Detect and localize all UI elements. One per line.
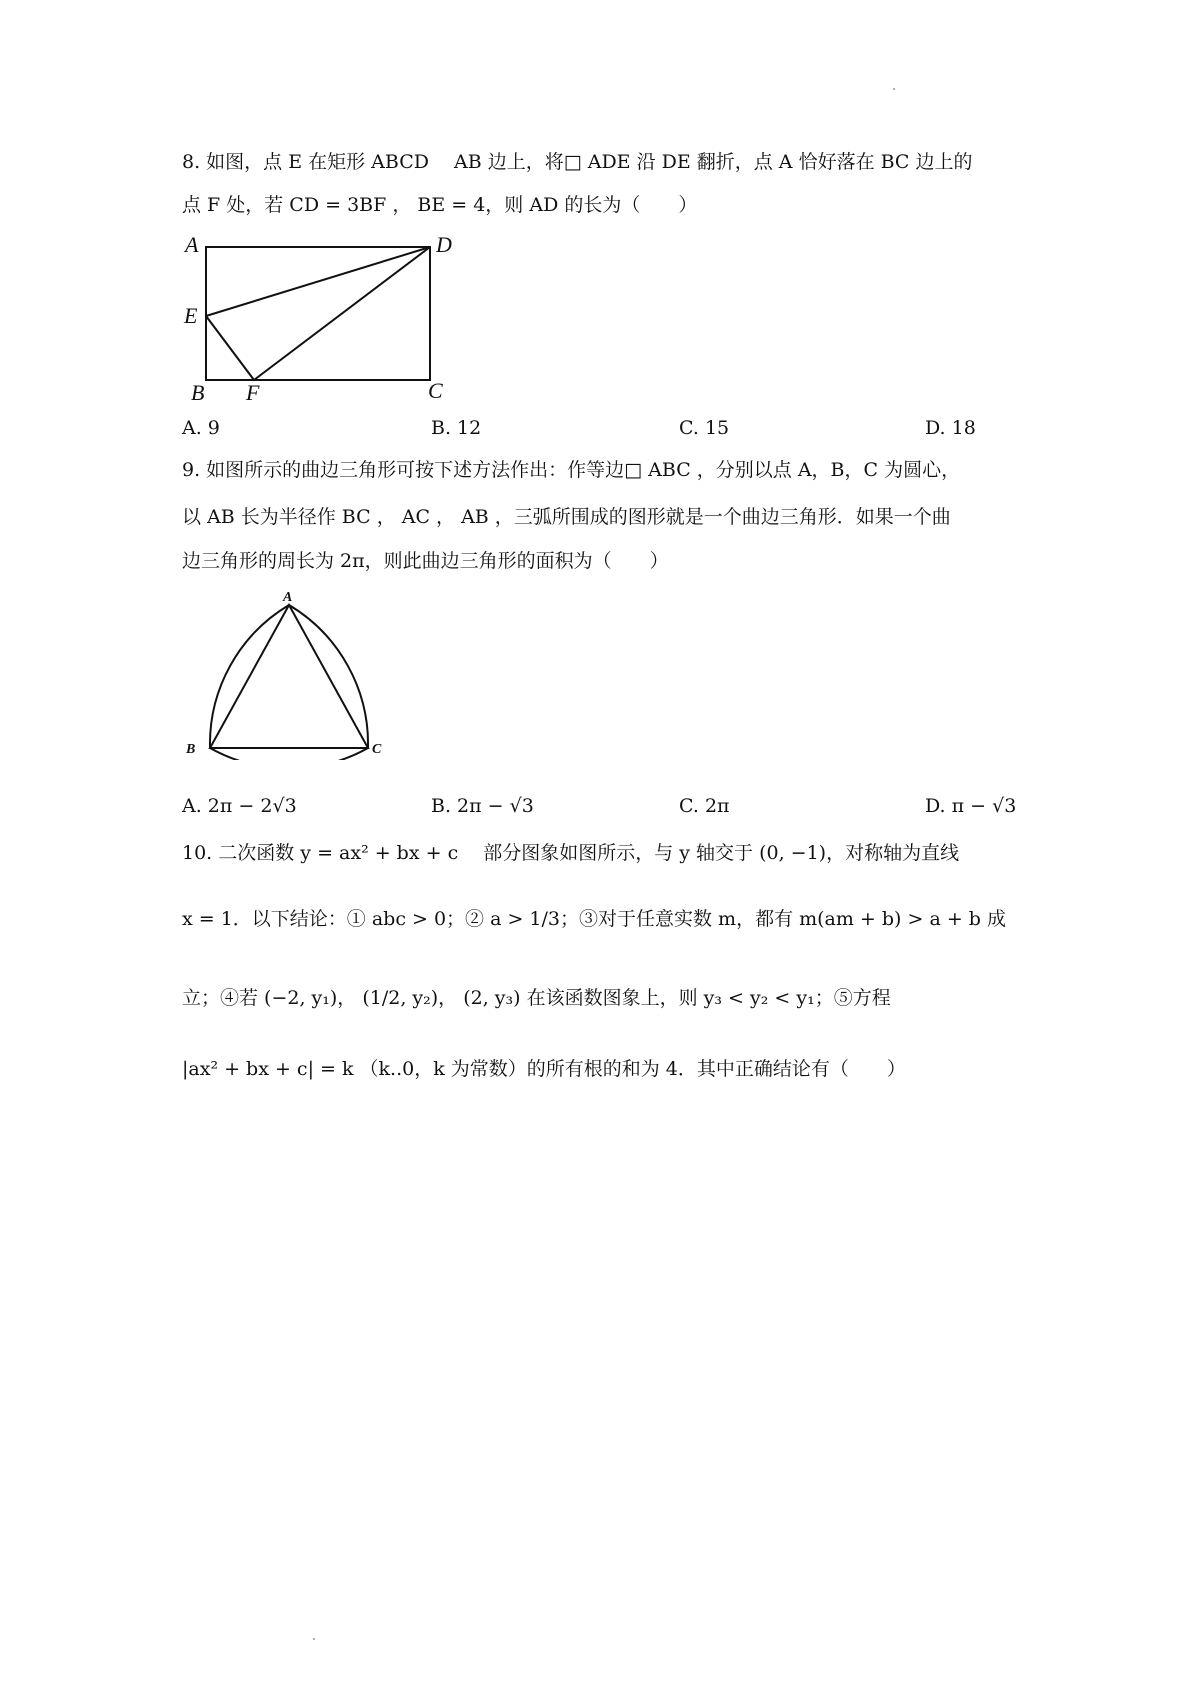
label-d: D bbox=[436, 232, 452, 257]
q9-text-line3: 边三角形的周长为 2π，则此曲边三角形的面积为（ ） bbox=[182, 550, 669, 572]
label-c: C bbox=[428, 378, 443, 403]
q9-text-line2: 以 AB 长为半径作 BC ， AC ， AB ，三弧所围成的图形就是一个曲边三角形．如果一个曲 bbox=[182, 506, 951, 528]
label-f: F bbox=[246, 380, 260, 405]
q8-option-b: B. 12 bbox=[431, 417, 482, 439]
q10-text-line3: 立；④若 (−2, y₁)， (1/2, y₂)， (2, y₃) 在该函数图象上，则 y₃ < y₂ < y₁；⑤方程 bbox=[182, 987, 891, 1009]
arc-bc bbox=[210, 748, 368, 760]
scan-speck bbox=[893, 88, 895, 90]
q9-option-a: A. 2π − 2√3 bbox=[182, 795, 297, 817]
q8-text-line2: 点 F 处，若 CD = 3BF ， BE = 4，则 AD 的长为（ ） bbox=[182, 194, 698, 216]
q9-option-c: C. 2π bbox=[679, 795, 730, 817]
q8-text-line1: 8. 如图，点 E 在矩形 ABCD AB 边上，将□ ADE 沿 DE 翻折，点 A 恰好落在 BC 边上的 bbox=[182, 151, 973, 173]
label-b: B bbox=[191, 380, 205, 405]
q8-option-d: D. 18 bbox=[925, 417, 976, 439]
segment-fd bbox=[254, 247, 430, 380]
q10-text-line2: x = 1．以下结论：① abc > 0；② a > 1/3；③对于任意实数 m，都有 m(am + b) > a + b 成 bbox=[182, 908, 1006, 930]
q8-option-a: A. 9 bbox=[182, 417, 220, 439]
q8-option-c: C. 15 bbox=[679, 417, 730, 439]
label-a: A bbox=[283, 590, 293, 605]
segment-ef bbox=[206, 316, 254, 380]
label-e: E bbox=[184, 303, 198, 328]
q10-text-line4: |ax² + bx + c| = k （k..0，k 为常数）的所有根的和为 4．其中正确结论有（ ） bbox=[182, 1058, 906, 1080]
q9-option-d: D. π − √3 bbox=[925, 795, 1017, 817]
label-b: B bbox=[186, 742, 196, 757]
segment-ed bbox=[206, 247, 430, 316]
scan-speck bbox=[313, 1638, 315, 1640]
label-c: C bbox=[372, 742, 382, 757]
q10-text-line1: 10. 二次函数 y = ax² + bx + c 部分图象如图所示，与 y 轴交于 (0, −1)，对称轴为直线 bbox=[182, 842, 960, 864]
q8-rectangle-figure bbox=[180, 230, 470, 410]
q9-reuleaux-figure bbox=[180, 585, 400, 760]
q9-text-line1: 9. 如图所示的曲边三角形可按下述方法作出：作等边□ ABC ，分别以点 A，B，C 为圆心， bbox=[182, 459, 961, 481]
triangle-abc bbox=[210, 605, 368, 748]
q9-option-b: B. 2π − √3 bbox=[431, 795, 534, 817]
label-a: A bbox=[185, 232, 199, 257]
